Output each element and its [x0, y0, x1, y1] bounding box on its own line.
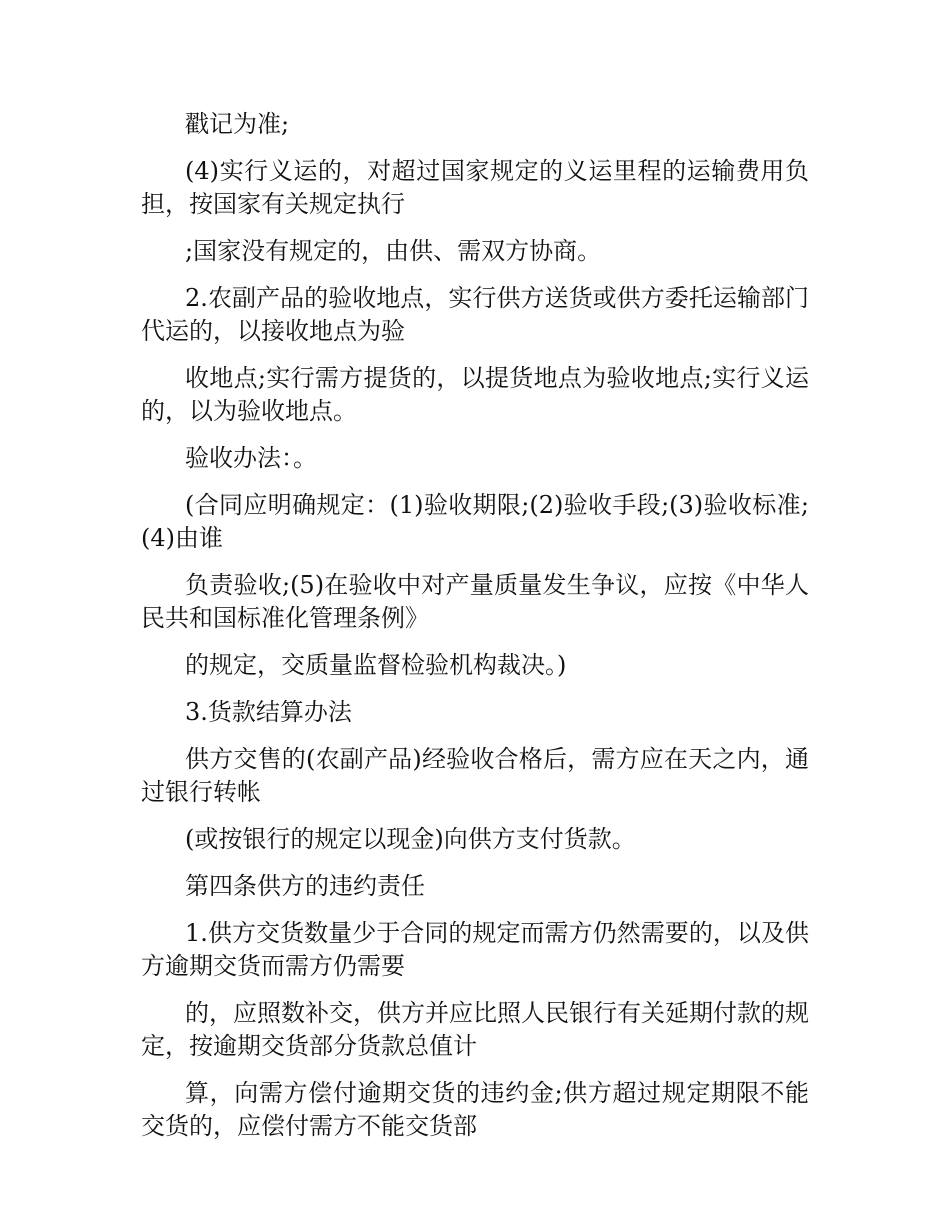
paragraph: ;国家没有规定的，由供、需双方协商。	[185, 237, 602, 265]
paragraph: 的规定，交质量监督检验机构裁决。)	[185, 651, 567, 679]
paragraph: 收地点;实行需方提货的，以提货地点为验收地点;实行义运的，以为验收地点。	[141, 364, 809, 425]
paragraph: 1.供方交货数量少于合同的规定而需方仍然需要的，以及供方逾期交货而需方仍需要	[141, 919, 809, 980]
paragraph: 2.农副产品的验收地点，实行供方送货或供方委托运输部门代运的，以接收地点为验	[141, 284, 809, 345]
paragraph: 负责验收;(5)在验收中对产量质量发生争议，应按《中华人民共和国标准化管理条例》	[141, 571, 809, 632]
paragraph: 戳记为准;	[185, 110, 290, 138]
paragraph: 供方交售的(农副产品)经验收合格后，需方应在天之内，通过银行转帐	[141, 745, 809, 806]
paragraph: (4)实行义运的，对超过国家规定的义运里程的运输费用负担，按国家有关规定执行	[141, 157, 809, 218]
paragraph: 3.货款结算办法	[185, 698, 352, 726]
paragraph: 算，向需方偿付逾期交货的违约金;供方超过规定期限不能交货的，应偿付需方不能交货部	[141, 1079, 809, 1140]
paragraph: (或按银行的规定以现金)向供方支付货款。	[185, 825, 636, 853]
paragraph: 第四条供方的违约责任	[185, 872, 425, 900]
paragraph: (合同应明确规定：(1)验收期限;(2)验收手段;(3)验收标准;(4)由谁	[141, 491, 809, 552]
paragraph: 验收办法：。	[185, 444, 317, 472]
document-body	[141, 108, 809, 1157]
paragraph: 的，应照数补交，供方并应比照人民银行有关延期付款的规定，按逾期交货部分货款总值计	[141, 999, 809, 1060]
